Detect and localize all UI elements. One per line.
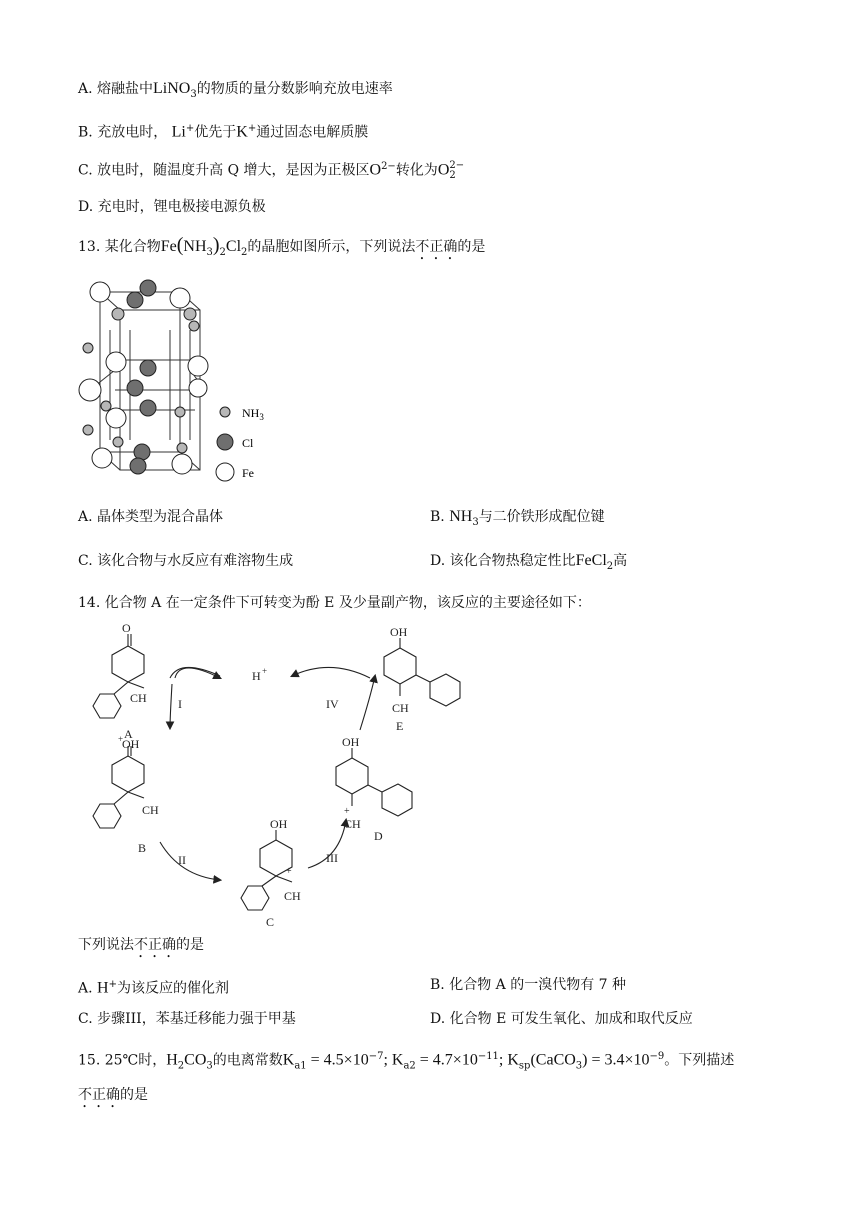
svg-text:CH: CH bbox=[284, 889, 301, 903]
reaction-scheme bbox=[70, 618, 490, 928]
svg-text:D: D bbox=[374, 829, 383, 843]
svg-text:II: II bbox=[178, 853, 186, 867]
q14-stem: 14. 化合物 A 在一定条件下可转变为酚 E 及少量副产物，该反应的主要途径如下： bbox=[78, 595, 591, 611]
svg-text:A: A bbox=[124, 727, 133, 741]
svg-text:OH: OH bbox=[122, 737, 140, 751]
q13-option-b: B. $NH_3$与二价铁形成配位键 bbox=[430, 508, 605, 528]
q13-option-d: D. 该化合物热稳定性比FeCl$_2$高 bbox=[430, 552, 628, 572]
q12-option-b: B. 充放电时， Li+优先于K+通过固态电解质膜 bbox=[78, 123, 369, 141]
legend-cl-marker bbox=[217, 434, 233, 450]
legend-cl-label: Cl bbox=[242, 436, 254, 450]
svg-text:OH: OH bbox=[270, 817, 288, 831]
svg-text:+: + bbox=[118, 734, 124, 744]
svg-text:C: C bbox=[266, 915, 275, 928]
svg-text:B: B bbox=[138, 841, 147, 855]
svg-text:OH: OH bbox=[390, 625, 408, 639]
svg-text:CH: CH bbox=[392, 701, 409, 715]
q13-option-c: C. 该化合物与水反应有难溶物生成 bbox=[78, 553, 294, 569]
svg-text:IV: IV bbox=[326, 697, 339, 711]
legend-fe-marker bbox=[216, 463, 234, 481]
q14-sub-stem: 下列说法不正确的是 bbox=[78, 937, 204, 953]
svg-text:+: + bbox=[262, 666, 268, 676]
svg-text:OH: OH bbox=[342, 735, 360, 749]
svg-text:+: + bbox=[286, 866, 292, 877]
svg-text:CH: CH bbox=[130, 691, 147, 705]
q15-stem-line1: 15. 25℃时，$H_2CO_3$的电离常数$K_{a1} = 4.5\times 10^{-7}$; $K_{a2} = 4.7\times 10^{-11}$; $K_{sp}(CaCO_3) = 3.4\times 10^{-9}$。下列描述 bbox=[78, 1051, 735, 1072]
q12-option-d: D. 充电时，锂电极接电源负极 bbox=[78, 199, 266, 215]
svg-text:E: E bbox=[396, 719, 404, 733]
q13-stem: 13. 某化合物$Fe(NH_3)_2Cl_2$的晶胞如图所示，下列说法不正确的是 bbox=[78, 234, 486, 258]
q12-option-a: A. 熔融盐中LiNO$_3$的物质的量分数影响充放电速率 bbox=[78, 80, 393, 100]
svg-text:H: H bbox=[252, 669, 261, 683]
legend-nh3-label: $NH_3$ bbox=[242, 406, 264, 422]
svg-text:O: O bbox=[122, 621, 131, 635]
svg-text:CH: CH bbox=[142, 803, 159, 817]
crystal-cell-diagram bbox=[70, 270, 320, 490]
svg-text:I: I bbox=[178, 697, 182, 711]
q13-option-a: A. 晶体类型为混合晶体 bbox=[78, 509, 224, 525]
q15-stem-line2: 不正确的是 bbox=[78, 1087, 148, 1103]
svg-text:+: + bbox=[344, 806, 350, 817]
svg-text:CH: CH bbox=[344, 817, 361, 831]
q14-option-d: D. 化合物 E 可发生氧化、加成和取代反应 bbox=[430, 1011, 693, 1027]
svg-text:III: III bbox=[326, 851, 338, 865]
q12-option-c: C. 放电时，随温度升高 Q 增大，是因为正极区$O^{2-}$转化为O 2− 2 bbox=[78, 159, 465, 181]
legend-fe-label: Fe bbox=[242, 466, 254, 480]
legend-nh3-marker bbox=[220, 407, 230, 417]
q14-option-c: C. 步骤III，苯基迁移能力强于甲基 bbox=[78, 1011, 296, 1027]
q14-option-a: A. H+为该反应的催化剂 bbox=[78, 979, 229, 997]
q14-option-b: B. 化合物 A 的一溴代物有 7 种 bbox=[430, 977, 627, 993]
